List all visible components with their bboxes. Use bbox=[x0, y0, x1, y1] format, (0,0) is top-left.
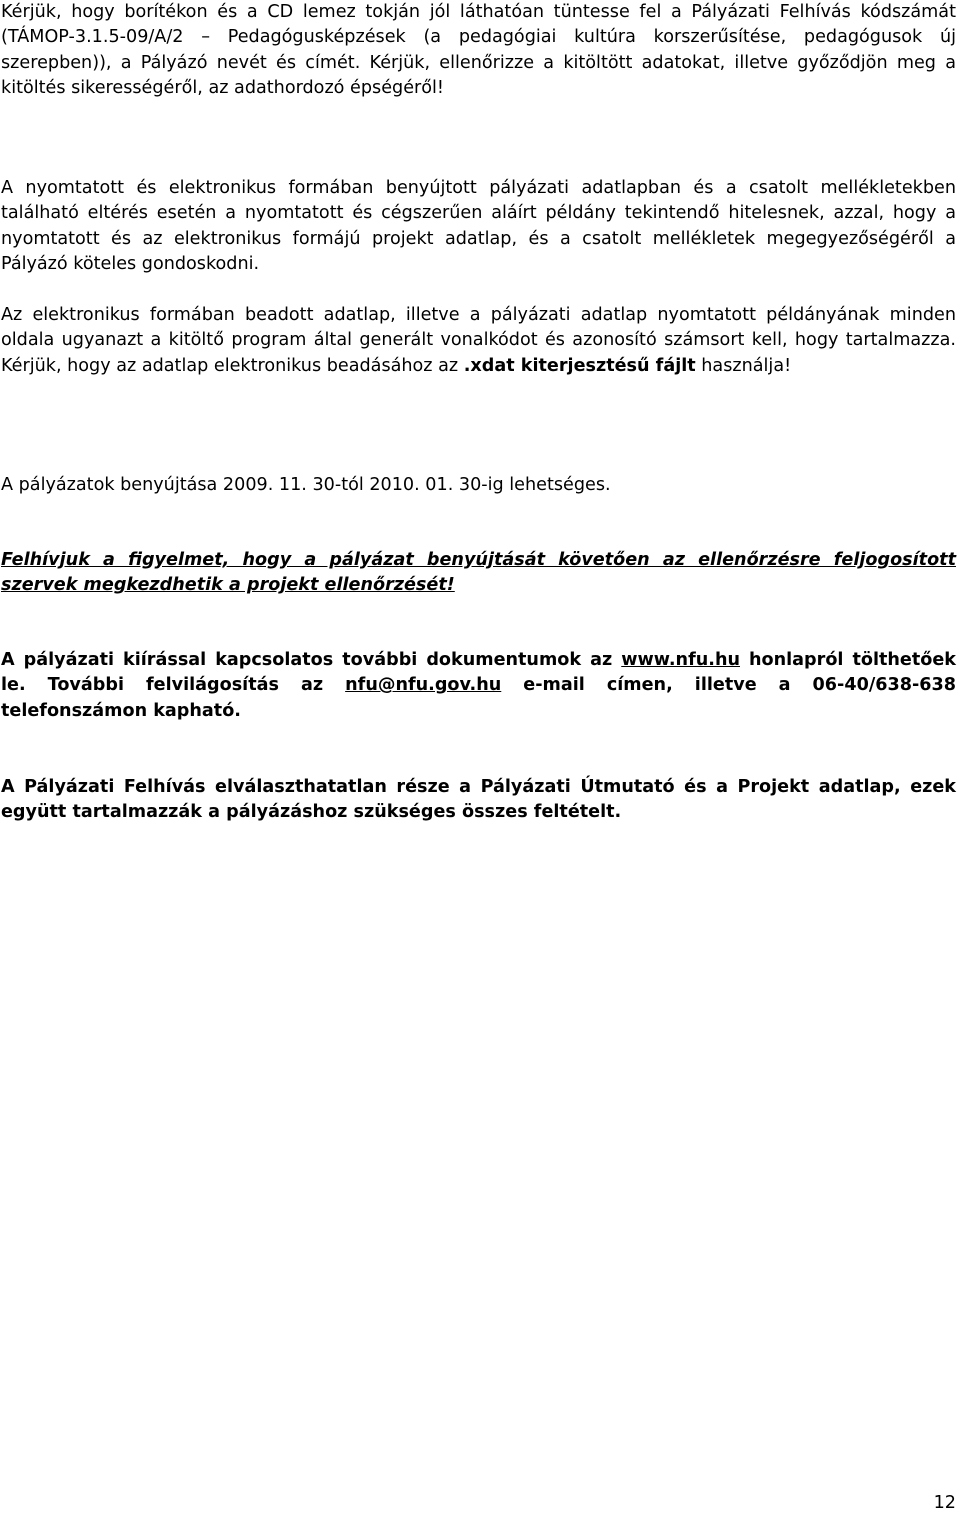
paragraph-discrepancy-rule: A nyomtatott és elektronikus formában benyújtott pályázati adatlapban és a csatolt mellékletekben található eltérés esetén a nyomtatott és cégszerűen aláírt példány tekintendő hitelesnek, azzal, hogy a nyomtatott és az elektronikus formájú projekt adatlap, és a csatolt mellékletek megegyezőségéről a Pályázó köteles gondoskodni. bbox=[1, 178, 956, 275]
website-link[interactable]: www.nfu.hu bbox=[621, 650, 740, 670]
paragraph-electronic-text-before: Az elektronikus formában beadott adatlap, illetve a pályázati adatlap nyomtatott példányának minden oldala ugyanazt a kitöltő program által generált vonalkódot és azonosító számsort kell, hogy tartalmazza. Kérjük, hogy az adatlap elektronikus beadásához az bbox=[1, 305, 956, 376]
paragraph-electronic-text-after: használja! bbox=[695, 355, 792, 376]
email-link[interactable]: nfu@nfu.gov.hu bbox=[345, 675, 502, 696]
documents-text-1: A pályázati kiírással kapcsolatos további dokumentumok az bbox=[1, 650, 622, 670]
paragraph-audit-notice: Felhívjuk a figyelmet, hogy a pályázat benyújtását követően az ellenőrzésre feljogosított szervek megkezdhetik a projekt ellenőrzését! bbox=[1, 550, 956, 596]
xdat-file-note: .xdat kiterjesztésű fájlt bbox=[463, 355, 696, 376]
paragraph-envelope-instructions: Kérjük, hogy borítékon és a CD lemez tokján jól láthatóan tüntesse fel a Pályázati Felhívás kódszámát (TÁMOP-3.1.5-09/A/2 – Pedagógusképzések (a pedagógiai kultúra korszerűsítése, pedagógusok új szerepben)), a Pályázó nevét és címét. Kérjük, ellenőrizze a kitöltött adatokat, illetve győződjön meg a kitöltés sikerességéről, az adathordozó épségéről! bbox=[1, 2, 956, 99]
paragraph-further-documents bbox=[1, 648, 956, 724]
documents-text-3: e-mail címen, illetve a 06-40/638-638 telefonszámon kapható. bbox=[1, 675, 957, 721]
documents-text-2: honlapról tölthetőek le. További felvilágosítás az bbox=[1, 650, 956, 696]
paragraph-guide-note: A Pályázati Felhívás elválaszthatatlan része a Pályázati Útmutató és a Projekt adatlap, ezek együtt tartalmazzák a pályázáshoz szükséges összes feltételt. bbox=[1, 777, 956, 823]
page-number: 12 bbox=[933, 1493, 956, 1513]
paragraph-electronic-submission bbox=[1, 303, 956, 379]
paragraph-submission-period: A pályázatok benyújtása 2009. 11. 30-tól 2010. 01. 30-ig lehetséges. bbox=[1, 475, 611, 495]
